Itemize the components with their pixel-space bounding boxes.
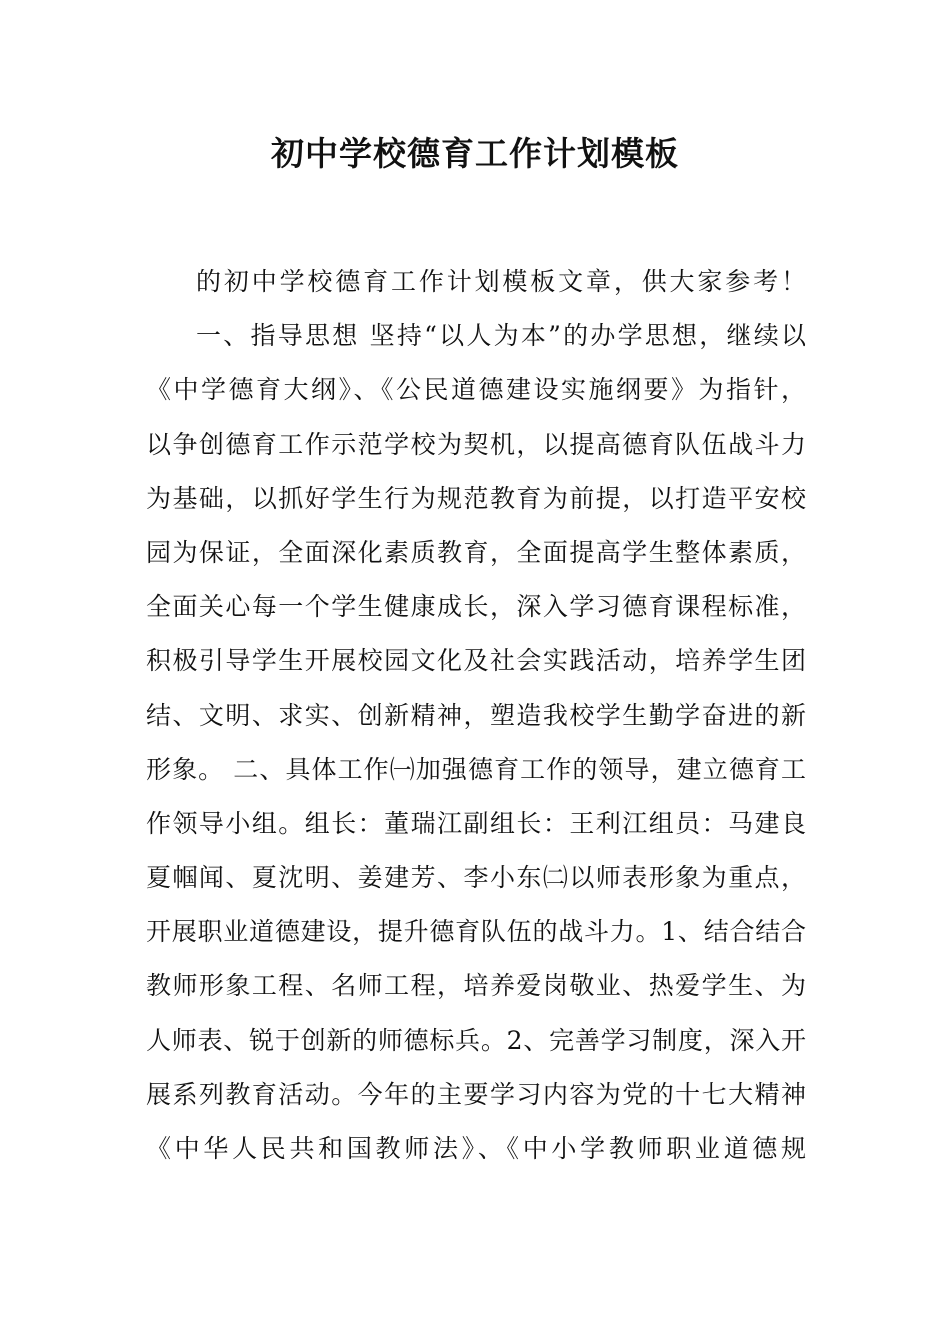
body-line: 《中学德育大纲》、《公民道德建设实施纲要》为指针， xyxy=(146,375,806,405)
body-line: 人师表、锐于创新的师德标兵。2、完善学习制度，深入开 xyxy=(146,1025,806,1055)
body-line: 全面关心每一个学生健康成长，深入学习德育课程标准， xyxy=(146,592,806,622)
body-line: 教师形象工程、名师工程，培养爱岗敬业、热爱学生、为 xyxy=(146,971,806,1001)
body-line: 以争创德育工作示范学校为契机，以提高德育队伍战斗力 xyxy=(146,429,806,459)
body-line: 形象。 二、具体工作㈠加强德育工作的领导，建立德育工 xyxy=(146,754,806,784)
body-line: 园为保证，全面深化素质教育，全面提高学生整体素质， xyxy=(146,537,806,567)
document-body xyxy=(146,255,806,1176)
body-line: 的初中学校德育工作计划模板文章，供大家参考！ xyxy=(196,267,806,296)
body-line: 夏帼闻、夏沈明、姜建芳、李小东㈡以师表形象为重点， xyxy=(146,863,806,893)
body-line: 展系列教育活动。今年的主要学习内容为党的十七大精神 xyxy=(146,1079,806,1109)
document-title: 初中学校德育工作计划模板 xyxy=(271,134,679,173)
body-line: 为基础，以抓好学生行为规范教育为前提，以打造平安校 xyxy=(146,483,806,513)
body-line: 开展职业道德建设，提升德育队伍的战斗力。1、结合结合 xyxy=(146,917,806,947)
body-line: 结、文明、求实、创新精神，塑造我校学生勤学奋进的新 xyxy=(146,700,806,730)
body-line: 积极引导学生开展校园文化及社会实践活动，培养学生团 xyxy=(146,646,806,676)
body-line: 作领导小组。组长：董瑞江副组长：王利江组员：马建良 xyxy=(146,808,806,838)
body-line: 一、指导思想 坚持“以人为本”的办学思想，继续以 xyxy=(196,321,806,351)
body-line: 《中华人民共和国教师法》、《中小学教师职业道德规 xyxy=(146,1134,806,1163)
